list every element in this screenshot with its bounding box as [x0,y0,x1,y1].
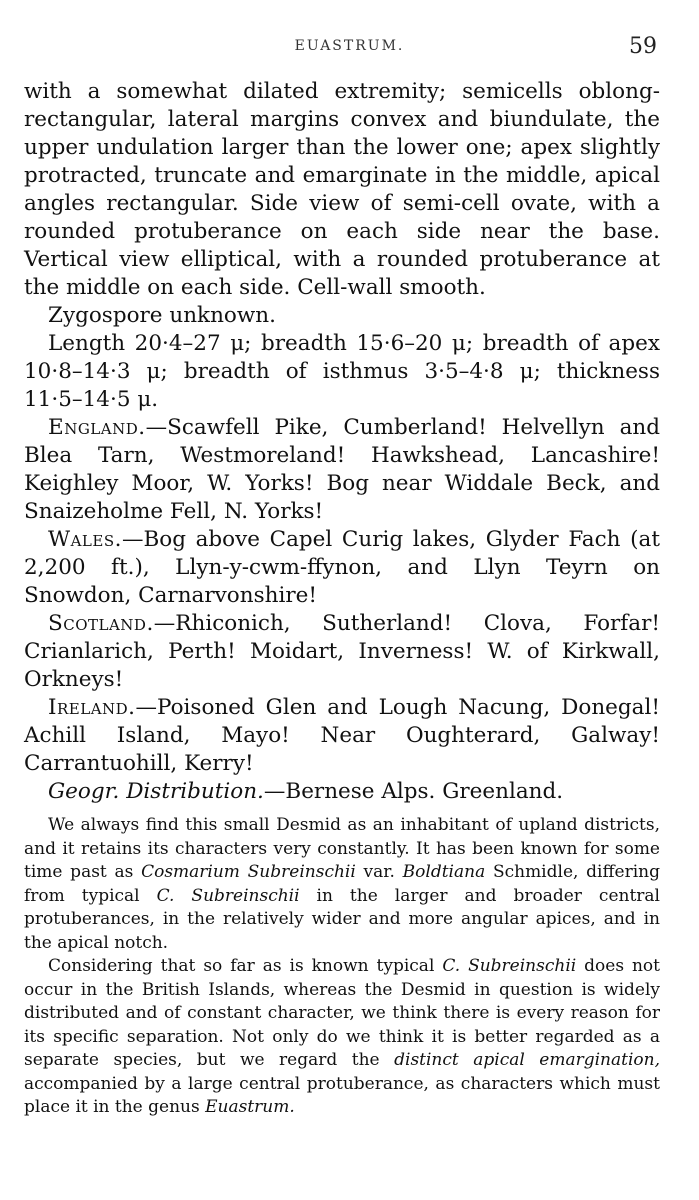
locality-text: —Scawfell Pike, Cumberland! Helvellyn and Blea Tarn, Westmoreland! Hawkshead, Lancashire! Keighley Moor, W. Yorks! Bog near Widdale Beck, and Snaizeholme Fell, N. Yorks! [24,415,660,524]
zygospore-paragraph: Zygospore unknown. [48,303,276,328]
description-paragraph: with a somewhat dilated extremity; semicells oblong-rectangular, lateral margins convex and biundulate, the upper undulation larger than the lower one; apex slightly protracted, truncate and emarginate in the middle, apical angles rectangular. Side view of semi-cell ovate, with a rounded protuberance on each side near the base. Vertical view elliptical, with a rounded protuberance at the middle on each side. Cell-wall smooth. [24,79,660,300]
dimensions-paragraph: Length 20·4–27 μ; breadth 15·6–20 μ; breadth of apex 10·8–14·3 μ; breadth of isthmus 3·5–4·8 μ; thickness 11·5–14·5 μ. [24,331,660,412]
distribution-text: —Bernese Alps. Greenland. [263,779,564,804]
locality-wales [24,526,660,610]
geographic-distribution [24,778,660,806]
running-title: EUASTRUM. [294,38,405,54]
locality-text: —Rhiconich, Sutherland! Clova, Forfar! Crianlarich, Perth! Moidart, Inverness! W. of Kirkwall, Orkneys! [24,611,660,692]
locality-text: —Poisoned Glen and Lough Nacung, Donegal! Achill Island, Mayo! Near Oughterard, Galway! Carrantuohill, Kerry! [24,695,660,776]
locality-england [24,414,660,526]
running-head [0,34,699,64]
text-run: does not occur in the British Islands, whereas the Desmid in question is widely distributed and of constant character, we think there is every reason for its specific separation. Not only do we think it is better regarded as a separate species, but we regard the [24,956,660,1070]
taxon-name: Cosmarium Subreinschii [141,862,356,882]
locality-ireland [24,694,660,778]
text-run: accompanied by a large central protuberance, as characters which must place it in the genus [24,1073,660,1117]
distribution-label: Geogr. Distribution. [48,779,264,804]
text-run: var. [355,862,403,882]
region-name: England. [48,415,146,440]
taxon-name: C. Subreinschii [442,956,577,976]
text-run: We always find this small Desmid as an inhabitant of upland districts, and it retains its characters very constantly. It has been known for some time past as [24,815,660,882]
taxon-name: Euastrum. [205,1097,295,1117]
page-number: 59 [629,34,657,59]
commentary [24,814,660,1120]
region-name: Ireland. [48,695,136,720]
text-run: Schmidle, differing from typical [24,862,660,906]
commentary-paragraph-2 [24,955,660,1120]
text-run: in the larger and broader central protuberances, in the relatively wider and more angular apices, and in the apical notch. [24,885,660,953]
body-text [24,78,660,1120]
region-name: Wales. [48,527,122,552]
taxon-name: C. Subreinschii [156,885,300,906]
text-run: Considering that so far as is known typical [48,956,443,976]
locality-text: —Bog above Capel Curig lakes, Glyder Fach (at 2,200 ft.), Llyn-y-cwm-ffynon, and Llyn Teyrn on Snowdon, Carnarvonshire! [24,527,660,608]
taxon-name: Boldtiana [402,862,486,882]
locality-scotland [24,610,660,694]
species-description [24,78,660,806]
region-name: Scotland. [48,611,154,636]
commentary-paragraph-1 [24,814,660,955]
emphasis: distinct apical emargination, [394,1050,660,1070]
